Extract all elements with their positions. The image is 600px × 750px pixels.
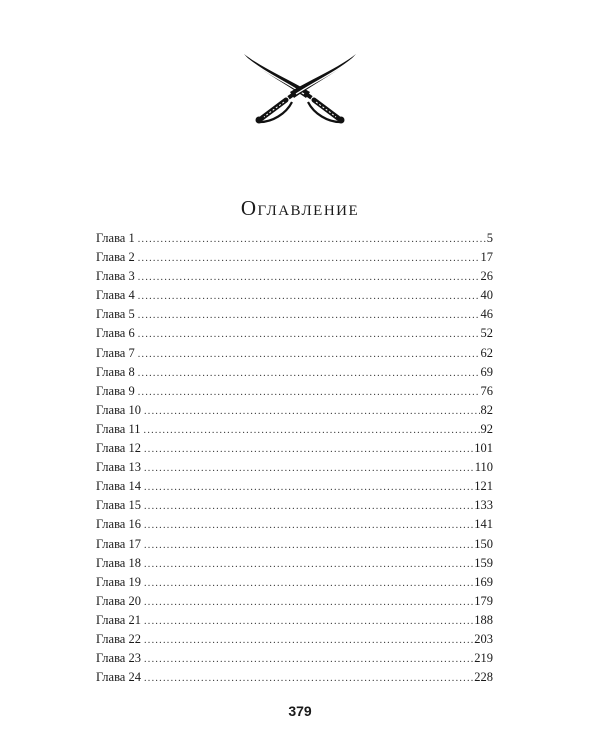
dot-leader [144, 669, 473, 688]
toc-entry[interactable] [96, 420, 493, 439]
toc-entry-page: 26 [480, 269, 493, 284]
toc-entry-page: 101 [474, 441, 493, 456]
dot-leader [144, 650, 473, 669]
toc-entry[interactable] [96, 324, 493, 343]
toc-entry[interactable] [96, 573, 493, 592]
dot-leader [144, 516, 473, 535]
toc-entry[interactable] [96, 649, 493, 668]
toc-entry[interactable] [96, 248, 493, 267]
toc-entry[interactable] [96, 592, 493, 611]
dot-leader [138, 345, 480, 364]
toc-entry[interactable] [96, 458, 493, 477]
dot-leader [144, 536, 473, 555]
dot-leader [144, 459, 474, 478]
toc-entry-page: 133 [474, 498, 493, 513]
toc-entry-label: Глава 6 [96, 326, 135, 341]
dot-leader [144, 612, 473, 631]
sabre-right-blade [256, 54, 357, 124]
toc-entry[interactable] [96, 401, 493, 420]
toc-entry[interactable] [96, 515, 493, 534]
dot-leader [144, 497, 473, 516]
toc-entry-label: Глава 3 [96, 269, 135, 284]
toc-entry-label: Глава 7 [96, 345, 135, 360]
toc-entry[interactable] [96, 439, 493, 458]
dot-leader [144, 593, 473, 612]
toc-entry-label: Глава 23 [96, 651, 141, 666]
dot-leader [144, 478, 473, 497]
toc-entry-label: Глава 15 [96, 498, 141, 513]
toc-entry-label: Глава 4 [96, 288, 135, 303]
toc-entry-page: 5 [486, 231, 493, 245]
toc-entry-label: Глава 10 [96, 402, 141, 417]
dot-leader [144, 402, 480, 421]
dot-leader [138, 230, 486, 249]
sabre-left-blade [244, 54, 345, 124]
toc-entry-page: 150 [474, 536, 493, 551]
toc-entry-label: Глава 2 [96, 250, 135, 265]
toc-entry-page: 121 [474, 479, 493, 494]
dot-leader [144, 574, 473, 593]
toc-entry-label: Глава 9 [96, 383, 135, 398]
toc-entry-label: Глава 8 [96, 364, 135, 379]
toc-entry[interactable] [96, 382, 493, 401]
toc-entry-page: 40 [480, 288, 493, 303]
toc-entry[interactable] [96, 344, 493, 363]
toc-entry-label: Глава 22 [96, 631, 141, 646]
toc-entry-page: 92 [480, 421, 493, 436]
dot-leader [144, 555, 473, 574]
toc-entry-page: 169 [474, 574, 493, 589]
toc-entry-label: Глава 14 [96, 479, 141, 494]
toc-entry[interactable] [96, 611, 493, 630]
toc-entry[interactable] [96, 305, 493, 324]
toc-entry-label: Глава 18 [96, 555, 141, 570]
toc-entry-page: 179 [474, 593, 493, 608]
toc-entry-page: 82 [480, 402, 493, 417]
toc-entry-page: 188 [474, 612, 493, 627]
toc-entry-label: Глава 24 [96, 670, 141, 685]
dot-leader [138, 364, 480, 383]
toc-entry-label: Глава 19 [96, 574, 141, 589]
toc-entry-page: 62 [480, 345, 493, 360]
toc-title: Оглавление [240, 196, 360, 220]
toc-entry-label: Глава 20 [96, 593, 141, 608]
toc-entry-page: 17 [480, 250, 493, 265]
dot-leader [144, 440, 473, 459]
toc-entry[interactable] [96, 267, 493, 286]
toc-entry-label: Глава 16 [96, 517, 141, 532]
page-number: 379 [288, 703, 312, 719]
toc-entry-label: Глава 1 [96, 231, 135, 245]
dot-leader [138, 249, 480, 268]
toc-entry[interactable] [96, 668, 493, 687]
toc-entry-page: 69 [480, 364, 493, 379]
toc-entry[interactable] [96, 554, 493, 573]
toc-entry-label: Глава 17 [96, 536, 141, 551]
toc-entry-label: Глава 13 [96, 460, 141, 475]
toc-entry-label: Глава 11 [96, 421, 141, 436]
toc-entry-label: Глава 12 [96, 441, 141, 456]
dot-leader [144, 631, 473, 650]
toc-entry-page: 110 [474, 460, 493, 475]
toc-entry-label: Глава 5 [96, 307, 135, 322]
toc-entry[interactable] [96, 363, 493, 382]
dot-leader [138, 306, 480, 325]
toc-entry-page: 52 [480, 326, 493, 341]
toc-entry-label: Глава 21 [96, 612, 141, 627]
toc-entry-page: 219 [474, 651, 493, 666]
dot-leader [138, 325, 480, 344]
dot-leader [138, 383, 480, 402]
toc-entry[interactable] [96, 229, 493, 248]
toc-entry[interactable] [96, 477, 493, 496]
toc-entry-page: 203 [474, 631, 493, 646]
toc-entry[interactable] [96, 630, 493, 649]
toc-entry-page: 76 [480, 383, 493, 398]
table-of-contents [96, 229, 493, 687]
toc-entry-page: 46 [480, 307, 493, 322]
toc-entry[interactable] [96, 535, 493, 554]
dot-leader [144, 421, 480, 440]
toc-entry[interactable] [96, 286, 493, 305]
dot-leader [138, 287, 480, 306]
toc-entry-page: 228 [474, 670, 493, 685]
toc-entry-page: 159 [474, 555, 493, 570]
toc-entry[interactable] [96, 496, 493, 515]
dot-leader [138, 268, 480, 287]
toc-entry-page: 141 [474, 517, 493, 532]
crossed-sabres-icon [240, 46, 360, 136]
